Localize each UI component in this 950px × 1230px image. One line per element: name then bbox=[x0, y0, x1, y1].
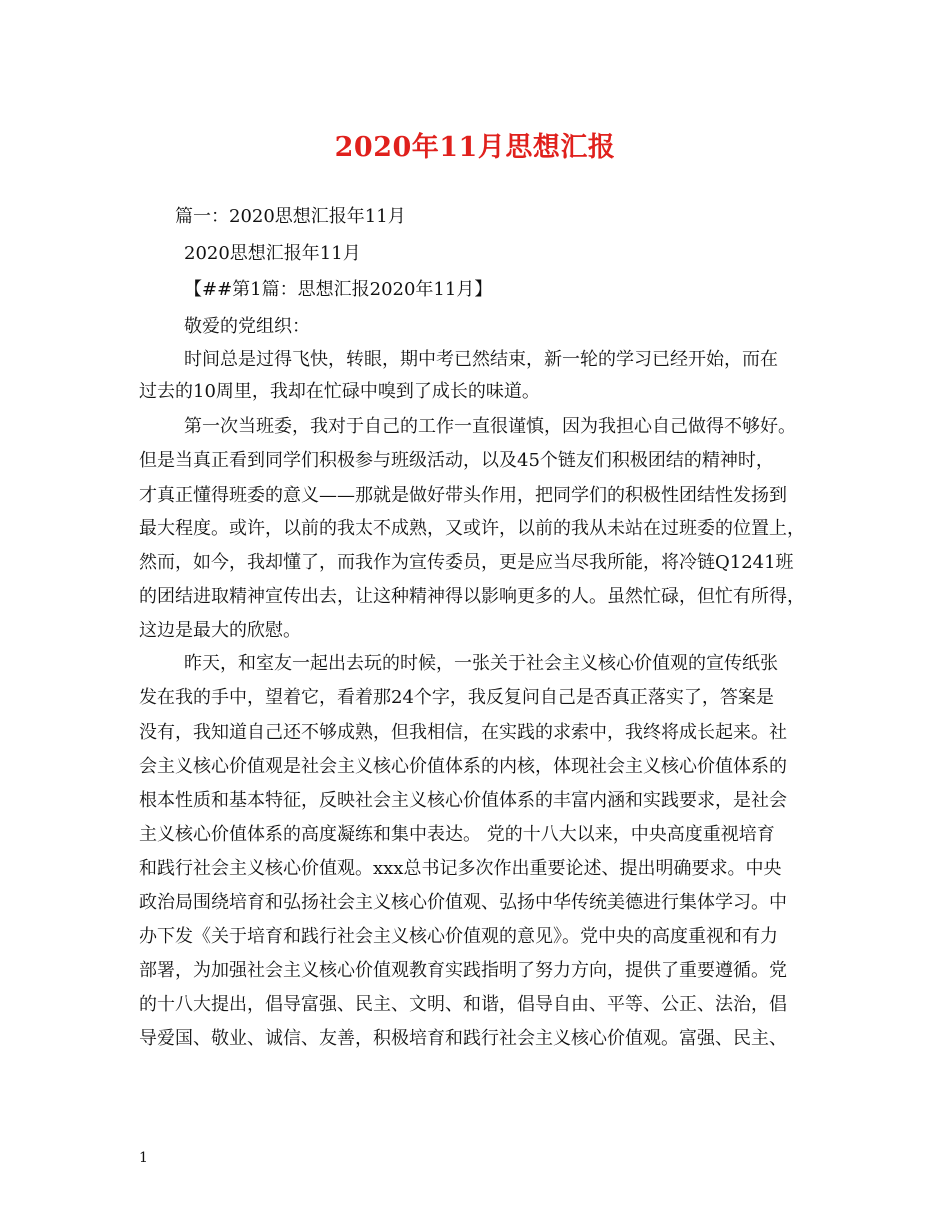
body-line: 这边是最大的欣慰。 bbox=[139, 620, 301, 641]
body-line: 过去的10周里，我却在忙碌中嗅到了成长的味道。 bbox=[139, 381, 540, 402]
header-line-2: 2020思想汇报年11月 bbox=[184, 243, 361, 264]
body-line: 昨天，和室友一起出去玩的时候，一张关于社会主义核心价值观的宣传纸张 bbox=[184, 653, 778, 674]
body-line: 然而，如今，我却懂了，而我作为宣传委员，更是应当尽我所能，将冷链Q1241班 bbox=[139, 552, 794, 573]
document-title: 2020年11月思想汇报 bbox=[334, 132, 616, 163]
body-line: 的团结进取精神宣传出去，让这种精神得以影响更多的人。虽然忙碌，但忙有所得， bbox=[139, 586, 805, 607]
body-line: 导爱国、敬业、诚信、友善，积极培育和践行社会主义核心价值观。富强、民主、 bbox=[139, 1028, 787, 1049]
salutation: 敬爱的党组织： bbox=[184, 316, 310, 337]
body-line: 根本性质和基本特征，反映社会主义核心价值体系的丰富内涵和实践要求，是社会 bbox=[139, 790, 787, 811]
header-line-1: 篇一：2020思想汇报年11月 bbox=[175, 206, 406, 227]
body-line: 的十八大提出，倡导富强、民主、文明、和谐，倡导自由、平等、公正、法治，倡 bbox=[139, 994, 787, 1015]
body-line: 部署，为加强社会主义核心价值观教育实践指明了努力方向，提供了重要遵循。党 bbox=[139, 960, 787, 981]
body-line: 政治局围绕培育和弘扬社会主义核心价值观、弘扬中华传统美德进行集体学习。中 bbox=[139, 892, 787, 913]
body-line: 但是当真正看到同学们积极参与班级活动，以及45个链友们积极团结的精神时， bbox=[139, 450, 774, 471]
header-line-3: 【##第1篇：思想汇报2020年11月】 bbox=[184, 279, 493, 300]
body-line: 才真正懂得班委的意义——那就是做好带头作用，把同学们的积极性团结性发扬到 bbox=[139, 485, 787, 506]
body-line: 主义核心价值体系的高度凝练和集中表达。 党的十八大以来，中央高度重视培育 bbox=[139, 824, 775, 845]
body-line: 时间总是过得飞快，转眼，期中考已然结束，新一轮的学习已经开始，而在 bbox=[184, 349, 778, 370]
body-line: 第一次当班委，我对于自己的工作一直很谨慎，因为我担心自己做得不够好。 bbox=[184, 416, 796, 437]
body-line: 办下发《关于培育和践行社会主义核心价值观的意见》。党中央的高度重视和有力 bbox=[139, 926, 778, 947]
body-line: 发在我的手中，望着它，看着那24个字，我反复问自己是否真正落实了，答案是 bbox=[139, 687, 774, 708]
body-line: 没有，我知道自己还不够成熟，但我相信，在实践的求索中，我终将成长起来。社 bbox=[139, 722, 787, 743]
body-line: 会主义核心价值观是社会主义核心价值体系的内核，体现社会主义核心价值体系的 bbox=[139, 756, 787, 777]
body-line: 和践行社会主义核心价值观。xxx总书记多次作出重要论述、提出明确要求。中央 bbox=[139, 858, 782, 879]
page-number: 1 bbox=[139, 1150, 148, 1166]
body-line: 最大程度。或许，以前的我太不成熟，又或许，以前的我从未站在过班委的位置上， bbox=[139, 518, 805, 539]
